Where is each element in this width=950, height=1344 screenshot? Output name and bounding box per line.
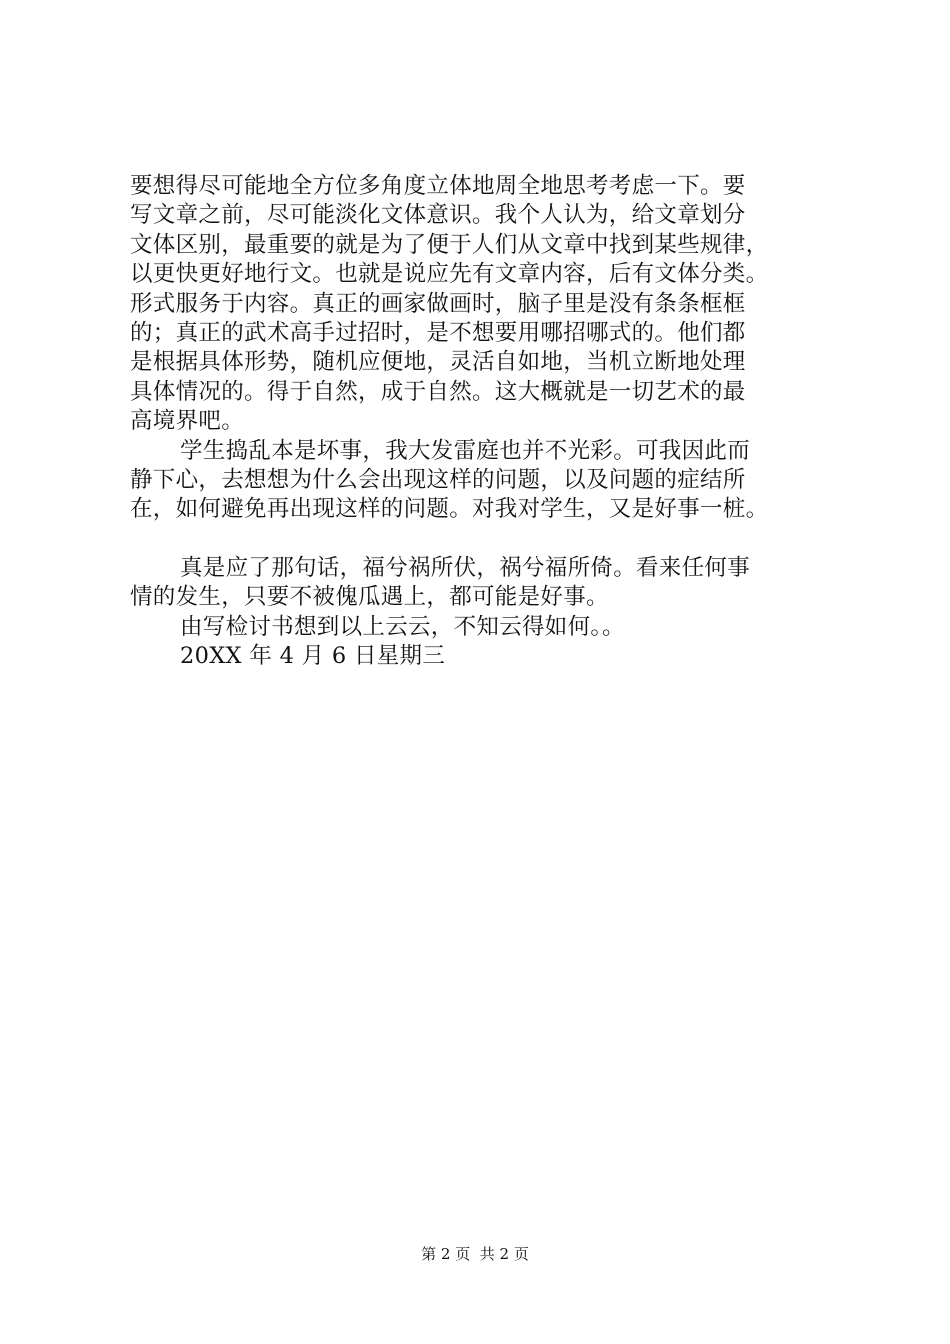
body-line: 以更快更好地行文。也就是说应先有文章内容，后有文体分类。 <box>130 261 769 288</box>
paragraph-start-line: 学生捣乱本是坏事，我大发雷庭也并不光彩。可我因此而 <box>180 437 751 464</box>
paragraph-start-line: 由写检讨书想到以上云云，不知云得如何。。 <box>180 613 625 640</box>
date-line: 20XX 年 4 月 6 日星期三 <box>180 643 446 670</box>
body-line: 要想得尽可能地全方位多角度立体地周全地思考考虑一下。要 <box>130 173 746 199</box>
document-body <box>130 172 852 672</box>
blank-line <box>130 525 852 554</box>
body-line: 高境界吧。 <box>130 408 245 435</box>
body-line: 形式服务于内容。真正的画家做画时，脑子里是没有条条框框 <box>130 290 746 317</box>
page-number-footer: 第 2 页 共 2 页 <box>421 1245 529 1263</box>
body-line: 情的发生，只要不被傀瓜遇上，都可能是好事。 <box>130 584 609 611</box>
body-line: 具体情况的。得于自然，成于自然。这大概就是一切艺术的最 <box>130 378 746 405</box>
body-line: 的；真正的武术高手过招时，是不想要用哪招哪式的。他们都 <box>130 319 746 346</box>
body-line: 写文章之前，尽可能淡化文体意识。我个人认为，给文章划分 <box>130 202 746 229</box>
body-line: 在，如何避免再出现这样的问题。对我对学生，又是好事一桩。 <box>130 496 769 523</box>
body-line: 文体区别，最重要的就是为了便于人们从文章中找到某些规律， <box>130 231 769 258</box>
body-line: 静下心，去想想为什么会出现这样的问题，以及问题的症结所 <box>130 466 746 493</box>
body-line: 是根据具体形势，随机应便地，灵活自如地，当机立断地处理 <box>130 349 746 376</box>
paragraph-start-line: 真是应了那句话，福兮祸所伏，祸兮福所倚。看来任何事 <box>180 555 751 582</box>
